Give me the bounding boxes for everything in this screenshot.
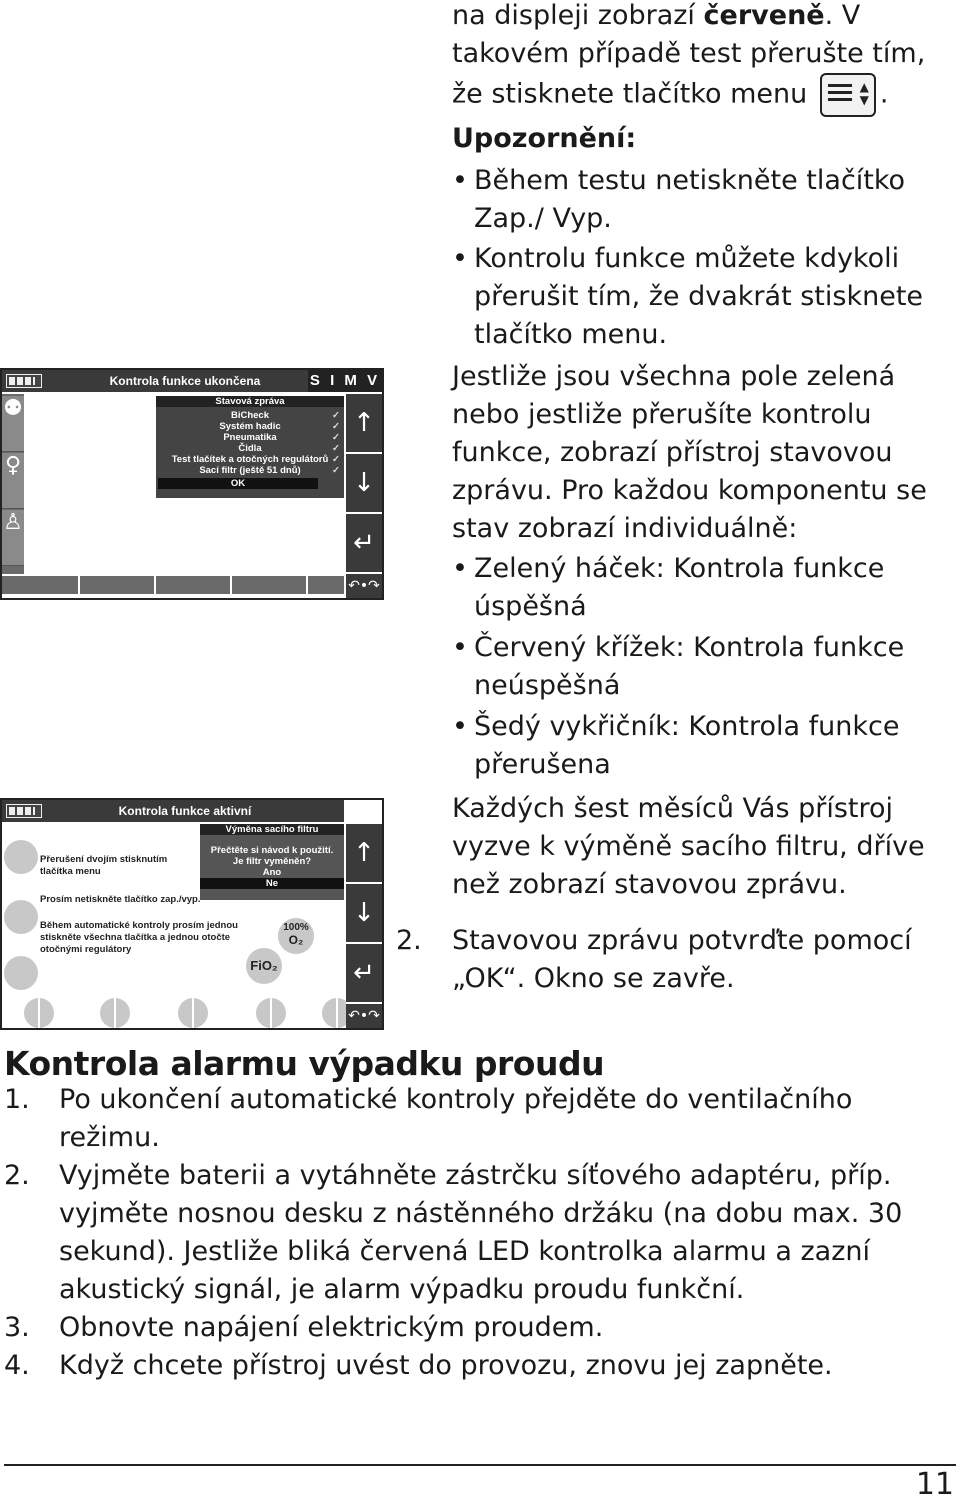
down-arrow-button[interactable] [346, 454, 382, 514]
status-row: BiCheck ✓ [230, 410, 340, 421]
filter-paragraph: Každých šest měsíců Vás přístroj vyzve k výměně sacího filtru, dříve než zobrazí stavovou zprávu. [452, 793, 925, 900]
rotary-knob[interactable] [178, 998, 208, 1028]
battery-icon [6, 374, 42, 388]
enter-icon: ↵ [353, 528, 375, 558]
status-row: Pneumatika ✓ [223, 432, 340, 443]
footer-rule [4, 1464, 956, 1466]
panel-header: Stavová zpráva [156, 396, 344, 407]
indicator-circle [4, 840, 38, 874]
list-item: • Během testu netiskněte tlačítko Zap./ Vyp. [452, 165, 906, 234]
up-arrow-button[interactable] [346, 824, 382, 884]
indicator-circle [4, 956, 38, 990]
status-paragraph: Jestliže jsou všechna pole zelená nebo jestliže přerušíte kontrolu funkce, zobrazí přístroj stavovou zprávu. Pro každou komponentu se stav zobrazí individuálně: [452, 361, 927, 544]
menu-icon: ▲ ▼ [820, 73, 876, 117]
person-icon[interactable]: ♙ [2, 510, 24, 566]
mode-label: S I M V [308, 370, 382, 392]
rotate-icon: ↶•↷ [348, 1008, 380, 1024]
status-report-screen [0, 368, 384, 600]
indicator-circle [4, 900, 38, 934]
list-item: • Kontrolu funkce můžete kdykoli přerušit tím, že dvakrát stisknete tlačítko menu. [452, 243, 924, 350]
battery-icon [6, 804, 42, 818]
status-row: Test tlačítek a otočných regulátorů ✓ [171, 454, 340, 465]
screen-left-sidebar [2, 394, 24, 574]
rotate-icon: ↶•↷ [348, 578, 380, 594]
status-row: Sací filtr (ještě 51 dnů) ✓ [199, 465, 340, 476]
enter-icon: ↵ [353, 958, 375, 988]
rotary-knob-button[interactable] [346, 1004, 382, 1028]
instruction-note: Během automatické kontroly prosím jednou stiskněte všechna tlačítka a jednou otočte otočnými regulátory [40, 920, 238, 955]
adult-icon[interactable]: ♀ [2, 453, 24, 509]
warning-heading: Upozornění: [452, 123, 637, 154]
check-icon: ✓ [332, 421, 340, 432]
status-panel [156, 396, 344, 498]
screen-bottom-bar [2, 576, 344, 594]
interrupt-note: Přerušení dvojím stisknutím tlačítka menu [40, 854, 168, 877]
enter-button[interactable] [346, 944, 382, 1004]
warning-list [452, 162, 958, 354]
status-row: Čidla ✓ [238, 443, 340, 454]
rotary-knob[interactable] [100, 998, 130, 1028]
panel-line: Přečtěte si návod k použití. [210, 845, 334, 856]
section-steps [4, 1081, 954, 1385]
panel-line: Je filtr vyměněn? [232, 856, 312, 867]
arrow-down-icon: ↓ [353, 468, 375, 498]
no-button[interactable]: Ne [200, 878, 344, 889]
list-item: 4. Když chcete přístroj uvést do provozu, znovu jej zapněte. [4, 1350, 833, 1381]
rotary-knob[interactable] [256, 998, 286, 1028]
status-list [452, 550, 952, 784]
filter-panel [200, 824, 344, 900]
power-note: Prosím netiskněte tlačítko zap./vyp. [40, 894, 201, 905]
enter-button[interactable] [346, 514, 382, 574]
rotary-knob-button[interactable] [346, 574, 382, 598]
check-icon: ✓ [332, 465, 340, 476]
screen-title: Kontrola funkce aktivní [118, 804, 252, 818]
function-check-screen [0, 798, 384, 1030]
check-icon: ✓ [332, 432, 340, 443]
down-arrow-button[interactable] [346, 884, 382, 944]
section-heading: Kontrola alarmu výpadku proudu [4, 1044, 605, 1083]
status-row: Systém hadic ✓ [219, 421, 340, 432]
intro-paragraph: na displeji zobrazí červeně. V takovém případě test přerušte tím, že stisknete tlačítko menu ▲ ▼ . [452, 0, 952, 117]
yes-button[interactable]: Ano [262, 867, 282, 878]
list-item: • Zelený háček: Kontrola funkce úspěšná [452, 553, 885, 622]
list-item: 2. Vyjměte baterii a vytáhněte zástrčku síťového adaptéru, příp. vyjměte nosnou desku z nástěnného držáku (na dobu max. 30 sekund). Jestliže bliká červená LED kontrolka alarmu a zazní akustický signál, je alarm výpadku proudu funkční. [4, 1160, 903, 1305]
fio2-indicator: FiO₂ [246, 948, 282, 984]
screen-title-bar [2, 800, 344, 822]
arrow-up-icon: ↑ [353, 408, 375, 438]
list-item: 3. Obnovte napájení elektrickým proudem. [4, 1312, 604, 1343]
page-number: 11 [915, 1467, 954, 1502]
ok-button[interactable]: OK [158, 478, 318, 489]
arrow-down-icon: ↓ [353, 898, 375, 928]
panel-header: Výměna sacího filtru [200, 824, 344, 835]
list-item: • Červený křížek: Kontrola funkce neúspěšná [452, 632, 905, 701]
check-icon: ✓ [332, 454, 340, 465]
rotary-knob[interactable] [24, 998, 54, 1028]
step-2: 2. Stavovou zprávu potvrďte pomocí „OK“. Okno se zavře. [396, 925, 912, 994]
screen-title-bar [2, 370, 308, 392]
o2-indicator: 100% O₂ [278, 918, 314, 954]
check-icon: ✓ [332, 410, 340, 421]
list-item: 1. Po ukončení automatické kontroly přejděte do ventilačního režimu. [4, 1084, 853, 1153]
arrow-up-icon: ↑ [353, 838, 375, 868]
child-icon[interactable]: ⚉ [2, 396, 24, 452]
list-item: • Šedý vykřičník: Kontrola funkce přerušena [452, 711, 900, 780]
up-arrow-button[interactable] [346, 394, 382, 454]
screen-title: Kontrola funkce ukončena [109, 374, 261, 388]
check-icon: ✓ [332, 443, 340, 454]
